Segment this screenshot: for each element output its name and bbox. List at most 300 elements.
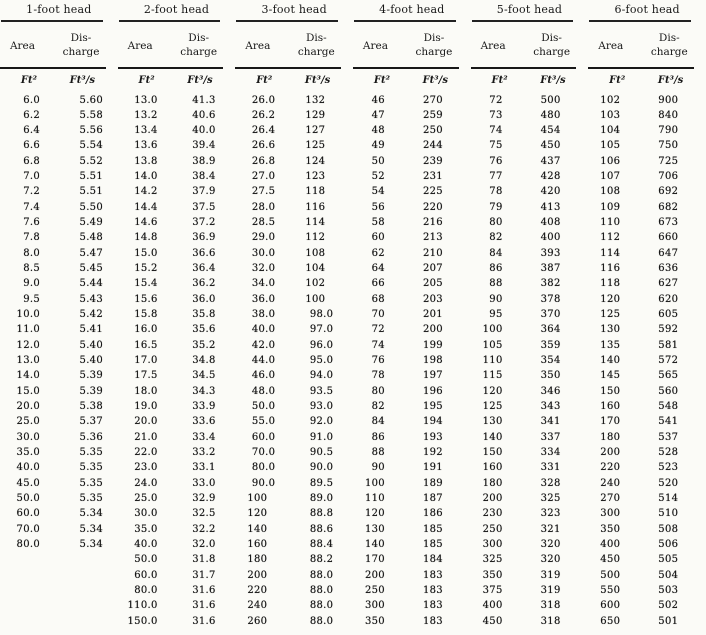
table-row xyxy=(235,246,353,261)
table-row xyxy=(353,568,471,583)
area-value: 80.0 xyxy=(16,539,40,551)
table-row xyxy=(235,215,353,230)
table-row xyxy=(471,123,589,138)
area-value: 270 xyxy=(600,493,621,505)
table-row xyxy=(588,200,706,215)
table-row xyxy=(588,506,706,521)
discharge-value: 5.34 xyxy=(79,539,103,551)
discharge-value: 319 xyxy=(540,569,561,581)
area-value: 72 xyxy=(371,324,385,336)
area-value: 30.0 xyxy=(134,508,158,520)
discharge-unit-label: Ft³/s xyxy=(540,75,566,86)
discharge-value: 510 xyxy=(658,508,679,520)
table-row xyxy=(471,108,589,123)
table-row xyxy=(588,614,706,629)
table-row xyxy=(235,261,353,276)
table-row xyxy=(471,460,589,475)
discharge-value: 5.44 xyxy=(79,278,103,290)
discharge-value: 88.4 xyxy=(309,539,334,551)
table-row xyxy=(235,200,353,215)
discharge-value: 343 xyxy=(540,401,561,413)
table-row xyxy=(118,583,236,598)
area-value: 114 xyxy=(600,247,621,259)
discharge-value: 32.0 xyxy=(192,539,216,551)
area-unit-label: Ft² xyxy=(491,75,508,86)
discharge-value: 33.0 xyxy=(192,477,216,489)
area-value: 13.0 xyxy=(134,94,158,106)
area-value: 74 xyxy=(371,339,385,351)
discharge-value: 116 xyxy=(305,201,326,213)
table-row xyxy=(588,598,706,613)
area-value: 70.0 xyxy=(251,447,276,459)
area-value: 13.2 xyxy=(134,109,158,121)
table-row xyxy=(235,353,353,368)
area-value: 300 xyxy=(600,508,621,520)
area-value: 13.8 xyxy=(134,155,158,167)
discharge-value: 5.39 xyxy=(79,370,103,382)
discharge-value: 318 xyxy=(540,600,561,612)
table-row xyxy=(588,522,706,537)
area-value: 100 xyxy=(247,493,268,505)
table-row xyxy=(0,537,118,552)
discharge-column-header: Dis-charge xyxy=(650,32,688,58)
discharge-value: 5.49 xyxy=(79,217,103,229)
title-rule xyxy=(236,20,338,22)
area-value: 7.8 xyxy=(23,232,40,244)
table-row xyxy=(588,583,706,598)
table-row xyxy=(588,292,706,307)
table-row xyxy=(353,215,471,230)
discharge-value: 184 xyxy=(422,554,443,566)
table-row xyxy=(118,552,236,567)
discharge-value: 88.2 xyxy=(309,554,334,566)
discharge-value: 341 xyxy=(540,416,561,428)
discharge-value: 505 xyxy=(658,554,679,566)
table-row xyxy=(235,93,353,108)
discharge-value: 35.6 xyxy=(192,324,216,336)
table-row xyxy=(353,138,471,153)
area-value: 50 xyxy=(371,155,385,167)
discharge-value: 32.2 xyxy=(192,523,216,535)
table-row xyxy=(235,368,353,383)
area-value: 54 xyxy=(371,186,385,198)
area-value: 20.0 xyxy=(134,416,158,428)
discharge-value: 95.0 xyxy=(309,355,334,367)
discharge-value: 378 xyxy=(540,293,561,305)
discharge-value: 37.2 xyxy=(192,217,216,229)
table-row xyxy=(235,614,353,629)
table-row xyxy=(588,384,706,399)
discharge-value: 5.50 xyxy=(79,201,103,213)
head-group xyxy=(588,2,706,629)
units-row xyxy=(353,69,471,93)
head-group xyxy=(471,2,589,629)
area-value: 27.0 xyxy=(251,171,276,183)
table-row xyxy=(0,230,118,245)
table-row xyxy=(0,522,118,537)
discharge-value: 207 xyxy=(422,263,443,275)
area-value: 140 xyxy=(364,539,385,551)
discharge-value: 33.4 xyxy=(192,431,216,443)
units-row xyxy=(471,69,589,93)
table-row xyxy=(0,353,118,368)
discharge-value: 5.60 xyxy=(79,94,103,106)
area-value: 15.0 xyxy=(16,385,40,397)
area-value: 28.0 xyxy=(251,201,276,213)
discharge-value: 35.8 xyxy=(192,309,216,321)
area-value: 118 xyxy=(600,278,621,290)
discharge-column-header: Dis-charge xyxy=(62,32,100,58)
discharge-value: 548 xyxy=(658,401,679,413)
discharge-value: 840 xyxy=(658,109,679,121)
discharge-value: 197 xyxy=(422,370,443,382)
discharge-value: 185 xyxy=(422,539,443,551)
area-value: 400 xyxy=(482,600,503,612)
table-row xyxy=(471,476,589,491)
discharge-value: 514 xyxy=(658,493,679,505)
discharge-value: 124 xyxy=(305,155,326,167)
area-value: 95 xyxy=(489,309,503,321)
discharge-value: 364 xyxy=(540,324,561,336)
table-row xyxy=(118,491,236,506)
table-row xyxy=(118,568,236,583)
table-row xyxy=(118,506,236,521)
table-row xyxy=(0,338,118,353)
title-rule xyxy=(119,20,221,22)
table-row xyxy=(235,399,353,414)
discharge-value: 5.40 xyxy=(79,339,103,351)
discharge-value: 500 xyxy=(540,94,561,106)
discharge-value: 196 xyxy=(422,385,443,397)
area-value: 84 xyxy=(489,247,503,259)
discharge-value: 33.6 xyxy=(192,416,216,428)
table-row xyxy=(0,215,118,230)
area-value: 200 xyxy=(600,447,621,459)
table-row xyxy=(471,215,589,230)
area-value: 76 xyxy=(371,355,385,367)
area-value: 15.6 xyxy=(134,293,158,305)
area-value: 103 xyxy=(600,109,621,121)
area-value: 14.4 xyxy=(134,201,158,213)
discharge-value: 790 xyxy=(658,125,679,137)
discharge-value: 38.9 xyxy=(192,155,216,167)
table-row xyxy=(235,598,353,613)
table-row xyxy=(353,230,471,245)
area-value: 350 xyxy=(364,615,385,627)
area-value: 66 xyxy=(371,278,385,290)
discharge-value: 89.0 xyxy=(309,493,334,505)
area-value: 15.2 xyxy=(134,263,158,275)
area-value: 30.0 xyxy=(16,431,40,443)
discharge-value: 5.34 xyxy=(79,523,103,535)
area-value: 220 xyxy=(600,462,621,474)
discharge-value: 270 xyxy=(422,94,443,106)
discharge-value: 192 xyxy=(422,447,443,459)
discharge-value: 34.8 xyxy=(192,355,216,367)
discharge-value: 88.0 xyxy=(309,585,334,596)
area-value: 120 xyxy=(482,385,503,397)
area-value: 240 xyxy=(247,600,268,612)
table-row xyxy=(353,353,471,368)
discharge-unit-label: Ft³/s xyxy=(69,75,95,86)
area-value: 130 xyxy=(482,416,503,428)
table-row xyxy=(235,445,353,460)
table-row xyxy=(0,154,118,169)
table-row xyxy=(471,322,589,337)
discharge-value: 88.8 xyxy=(309,508,334,520)
discharge-value: 393 xyxy=(540,247,561,259)
table-row xyxy=(0,384,118,399)
discharge-value: 216 xyxy=(422,217,443,229)
area-value: 6.2 xyxy=(23,109,40,121)
area-value: 25.0 xyxy=(134,493,158,505)
area-value: 100 xyxy=(482,324,503,336)
discharge-value: 32.5 xyxy=(192,508,216,520)
area-value: 82 xyxy=(489,232,503,244)
discharge-value: 98.0 xyxy=(309,309,334,321)
discharge-value: 231 xyxy=(422,171,443,183)
area-value: 110 xyxy=(600,217,621,229)
discharge-value: 88.0 xyxy=(309,615,334,627)
area-value: 14.0 xyxy=(16,370,40,382)
discharge-value: 370 xyxy=(540,309,561,321)
area-value: 250 xyxy=(482,523,503,535)
table-row xyxy=(588,215,706,230)
discharge-value: 244 xyxy=(422,140,443,152)
table-row xyxy=(353,93,471,108)
units-row xyxy=(118,69,236,93)
discharge-value: 5.45 xyxy=(79,263,103,275)
discharge-value: 220 xyxy=(422,201,443,213)
group-title: 2-foot head xyxy=(143,3,210,16)
area-value: 16.0 xyxy=(134,324,158,336)
discharge-value: 33.1 xyxy=(192,462,216,474)
area-value: 17.0 xyxy=(134,355,158,367)
table-row xyxy=(0,276,118,291)
table-row xyxy=(471,384,589,399)
discharge-value: 5.36 xyxy=(79,431,103,443)
area-value: 70.0 xyxy=(16,523,40,535)
area-value: 15.4 xyxy=(134,278,158,290)
area-value: 36.0 xyxy=(251,293,276,305)
table-row xyxy=(0,476,118,491)
discharge-value: 537 xyxy=(658,431,679,443)
discharge-value: 123 xyxy=(305,171,326,183)
group-title: 5-foot head xyxy=(496,3,563,16)
discharge-value: 36.4 xyxy=(192,263,216,275)
table-row xyxy=(471,522,589,537)
discharge-value: 40.0 xyxy=(192,125,216,137)
table-row xyxy=(118,476,236,491)
discharge-value: 387 xyxy=(540,263,561,275)
table-row xyxy=(235,460,353,475)
table-row xyxy=(471,353,589,368)
table-row xyxy=(471,552,589,567)
area-value: 78 xyxy=(371,370,385,382)
discharge-value: 36.6 xyxy=(192,247,216,259)
area-value: 110 xyxy=(364,493,385,505)
area-value: 90 xyxy=(371,462,385,474)
discharge-value: 480 xyxy=(540,109,561,121)
title-rule xyxy=(472,20,574,22)
table-row xyxy=(235,230,353,245)
table-row xyxy=(235,322,353,337)
discharge-value: 213 xyxy=(422,232,443,244)
table-row xyxy=(353,276,471,291)
area-column-header: Area xyxy=(480,39,506,52)
discharge-value: 450 xyxy=(540,140,561,152)
table-row xyxy=(588,491,706,506)
area-value: 27.5 xyxy=(251,186,276,198)
table-row xyxy=(0,200,118,215)
units-row xyxy=(235,69,353,93)
area-value: 80.0 xyxy=(134,585,158,596)
area-value: 60.0 xyxy=(134,569,158,581)
table-row xyxy=(118,200,236,215)
area-value: 375 xyxy=(482,585,503,596)
area-value: 60.0 xyxy=(16,508,40,520)
area-value: 34.0 xyxy=(251,278,276,290)
table-row xyxy=(235,138,353,153)
data-rows xyxy=(235,93,353,629)
discharge-value: 187 xyxy=(422,493,443,505)
area-value: 79 xyxy=(489,201,503,213)
table-row xyxy=(0,491,118,506)
column-headers xyxy=(118,25,236,67)
area-value: 220 xyxy=(247,585,268,596)
discharge-value: 5.56 xyxy=(79,125,103,137)
discharge-value: 92.0 xyxy=(309,416,334,428)
table-row xyxy=(353,552,471,567)
table-row xyxy=(235,384,353,399)
table-row xyxy=(0,184,118,199)
group-title: 4-foot head xyxy=(379,3,445,16)
table-row xyxy=(588,123,706,138)
table-row xyxy=(471,583,589,598)
area-value: 230 xyxy=(482,508,503,520)
discharge-value: 186 xyxy=(422,508,443,520)
area-value: 58 xyxy=(371,217,385,229)
table-row xyxy=(235,123,353,138)
table-row xyxy=(0,368,118,383)
area-value: 50.0 xyxy=(16,493,40,505)
head-group xyxy=(235,2,353,629)
discharge-value: 605 xyxy=(658,309,679,321)
table-row xyxy=(353,307,471,322)
area-value: 50.0 xyxy=(134,554,158,566)
discharge-value: 36.0 xyxy=(192,293,216,305)
discharge-value: 528 xyxy=(658,447,679,459)
discharge-value: 36.2 xyxy=(192,278,216,290)
table-row xyxy=(471,292,589,307)
column-headers xyxy=(0,25,118,67)
discharge-column-header: Dis-charge xyxy=(180,32,218,58)
table-row xyxy=(588,307,706,322)
table-row xyxy=(235,476,353,491)
discharge-value: 320 xyxy=(540,554,561,566)
area-value: 80.0 xyxy=(251,462,276,474)
table-row xyxy=(235,552,353,567)
data-rows xyxy=(471,93,589,629)
discharge-value: 502 xyxy=(658,600,679,612)
table-row xyxy=(471,200,589,215)
area-value: 650 xyxy=(600,615,621,627)
area-value: 80 xyxy=(371,385,385,397)
table-row xyxy=(235,292,353,307)
area-value: 48.0 xyxy=(251,385,276,397)
table-row xyxy=(0,93,118,108)
area-value: 6.8 xyxy=(23,155,40,167)
discharge-value: 210 xyxy=(422,247,443,259)
area-value: 72 xyxy=(489,94,503,106)
table-row xyxy=(118,138,236,153)
table-row xyxy=(353,200,471,215)
area-value: 8.5 xyxy=(23,263,40,275)
title-rule xyxy=(354,20,456,22)
discharge-value: 636 xyxy=(658,263,679,275)
table-row xyxy=(235,568,353,583)
table-row xyxy=(471,598,589,613)
table-row xyxy=(118,368,236,383)
table-row xyxy=(235,338,353,353)
area-value: 450 xyxy=(482,615,503,627)
table-row xyxy=(118,184,236,199)
area-value: 26.0 xyxy=(251,94,276,106)
table-row xyxy=(471,537,589,552)
area-value: 73 xyxy=(489,109,503,121)
discharge-value: 104 xyxy=(305,263,326,275)
discharge-value: 33.2 xyxy=(192,447,216,459)
area-value: 125 xyxy=(600,309,621,321)
area-value: 140 xyxy=(247,523,268,535)
area-value: 110.0 xyxy=(127,600,158,612)
table-row xyxy=(588,138,706,153)
table-row xyxy=(471,491,589,506)
units-row xyxy=(588,69,706,93)
data-rows xyxy=(0,93,118,553)
discharge-value: 673 xyxy=(658,217,679,229)
table-row xyxy=(471,399,589,414)
table-row xyxy=(353,246,471,261)
data-rows xyxy=(353,93,471,629)
area-value: 350 xyxy=(482,569,503,581)
area-unit-label: Ft² xyxy=(256,75,273,86)
table-row xyxy=(118,292,236,307)
area-value: 86 xyxy=(489,263,503,275)
area-value: 160 xyxy=(600,401,621,413)
table-row xyxy=(471,414,589,429)
area-value: 7.2 xyxy=(23,186,40,198)
area-column-header: Area xyxy=(127,39,153,52)
title-rule xyxy=(1,20,103,22)
table-row xyxy=(353,154,471,169)
discharge-value: 503 xyxy=(658,585,679,596)
discharge-value: 346 xyxy=(540,385,561,397)
table-row xyxy=(471,368,589,383)
discharge-value: 592 xyxy=(658,324,679,336)
units-row xyxy=(0,69,118,93)
table-row xyxy=(353,583,471,598)
discharge-value: 250 xyxy=(422,125,443,137)
table-row xyxy=(235,184,353,199)
table-row xyxy=(235,169,353,184)
area-value: 120 xyxy=(247,508,268,520)
discharge-value: 334 xyxy=(540,447,561,459)
area-value: 160 xyxy=(247,539,268,551)
area-value: 35.0 xyxy=(134,523,158,535)
area-value: 45.0 xyxy=(16,477,40,489)
table-row xyxy=(235,154,353,169)
